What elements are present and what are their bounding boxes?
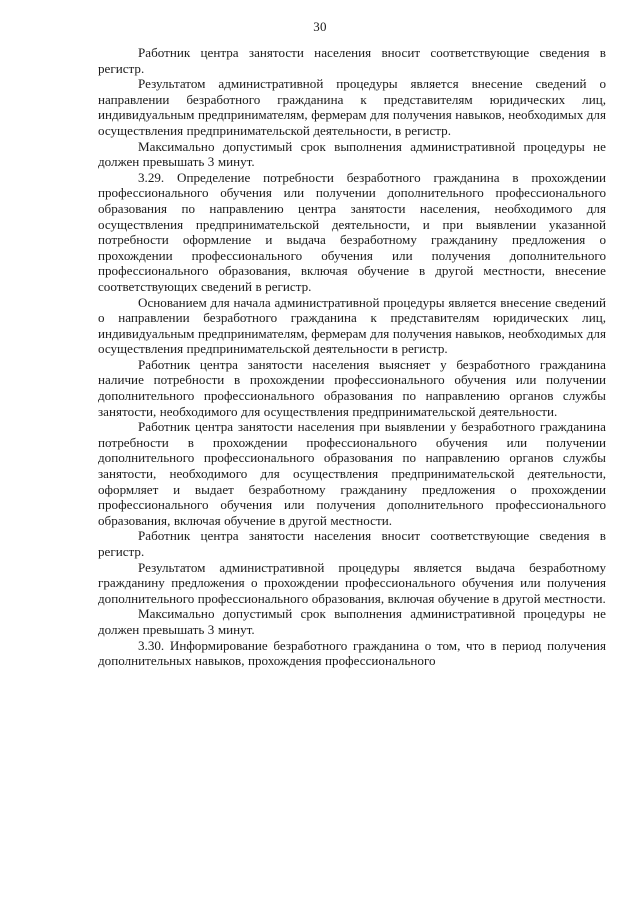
paragraph: 3.29. Определение потребности безработного гражданина в прохождении профессионального обучения или получении дополнительного профессионального образования по направлению центра занятости населения, необходимого для осуществления предпринимательской деятельности, и при выявлении указанной потребности оформление и выдача безработному гражданину предложения о прохождении профессионального обучения или получения дополнительного профессионального образования, включая обучение в другой местности, внесение соответствующих сведений в регистр. (98, 169, 606, 294)
page-number: 30 (313, 19, 327, 34)
paragraph: Работник центра занятости населения выясняет у безработного гражданина наличие потребности в прохождении профессионального обучения или получении дополнительного профессионального образования по направлению органов службы занятости, необходимого для осуществления предпринимательской деятельности. (98, 356, 606, 419)
paragraph: Работник центра занятости населения вносит соответствующие сведения в регистр. (98, 45, 606, 76)
paragraph: Максимально допустимый срок выполнения административной процедуры не должен превышать 3 минут. (98, 606, 606, 637)
paragraph: Результатом административной процедуры является выдача безработному гражданину предложения о прохождении профессионального обучения или получения дополнительного профессионального образования, включая обучение в другой местности. (98, 559, 606, 606)
body-text (98, 45, 606, 669)
paragraph: Максимально допустимый срок выполнения административной процедуры не должен превышать 3 минут. (98, 138, 606, 170)
paragraph: Основанием для начала административной процедуры является внесение сведений о направлении безработного гражданина к представителям юридических лиц, индивидуальным предпринимателям, фермерам для получения навыков, необходимых для осуществления предпринимательской деятельности в регистр. (98, 294, 606, 357)
paragraph: Работник центра занятости населения вносит соответствующие сведения в регистр. (98, 528, 606, 559)
paragraph: 3.30. Информирование безработного гражданина о том, что в период получения дополнительных навыков, прохождения профессионального (98, 637, 606, 669)
paragraph: Работник центра занятости населения при выявлении у безработного гражданина потребности в прохождении профессионального обучения или получении дополнительного профессионального образования по направлению органов службы занятости, необходимого для осуществления предпринимательской деятельности, оформляет и выдает безработному гражданину предложения о прохождении профессионального обучения или получения дополнительного профессионального образования, включая обучение в другой местности. (98, 419, 606, 528)
paragraph: Результатом административной процедуры является внесение сведений о направлении безработного гражданина к представителям юридических лиц, индивидуальным предпринимателям, фермерам для получения навыков, необходимых для осуществления предпринимательской деятельности, в регистр. (98, 76, 606, 138)
